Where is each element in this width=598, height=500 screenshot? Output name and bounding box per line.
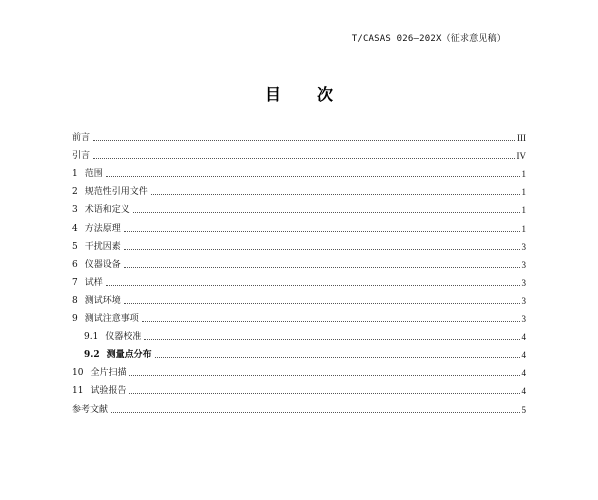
toc-dot-leader (124, 302, 520, 304)
toc-entry-number: 9 (72, 314, 78, 325)
toc-entry-label (72, 404, 109, 416)
toc-entry[interactable] (72, 271, 526, 289)
toc-entry-page-number: 1 (521, 205, 526, 216)
toc-entry-text: 参考文献 (72, 404, 109, 415)
toc-entry[interactable] (72, 397, 526, 415)
toc-entry-label (72, 168, 104, 180)
toc-entry[interactable] (72, 162, 526, 180)
toc-entry-number: 9.1 (84, 332, 99, 343)
toc-entry-number: 7 (72, 277, 78, 288)
toc-entry-page-number: 4 (521, 386, 526, 397)
toc-entry-page-number: 3 (521, 259, 526, 270)
toc-entry[interactable] (72, 180, 526, 198)
toc-entry[interactable] (72, 289, 526, 307)
toc-entry-number: 8 (72, 295, 78, 306)
toc-entry-number: 2 (72, 187, 78, 198)
toc-entry-page-number: 3 (521, 241, 526, 252)
toc-entry-page-number: 3 (521, 295, 526, 306)
toc-entry-text: 全片扫描 (90, 368, 127, 379)
toc-entry-text: 前言 (72, 133, 91, 144)
toc-entry-number: 1 (72, 169, 78, 180)
toc-entry-page-number: 3 (521, 314, 526, 325)
toc-dot-leader (155, 356, 520, 358)
toc-entry[interactable] (72, 307, 526, 325)
toc-entry[interactable] (72, 126, 526, 144)
toc-dot-leader (106, 175, 520, 177)
toc-entry-page-number: 5 (521, 404, 526, 415)
toc-entry-text: 干扰因素 (84, 241, 121, 252)
toc-entry-text: 术语和定义 (84, 205, 130, 216)
toc-entry-text: 仪器设备 (84, 259, 121, 270)
toc-entry-label (72, 241, 122, 253)
toc-entry[interactable] (72, 198, 526, 216)
toc-entry-text: 引言 (72, 151, 91, 162)
toc-entry-text: 范围 (84, 169, 103, 180)
toc-dot-leader (144, 338, 519, 340)
document-header-id: T/CASAS 026—202X（征求意见稿） (351, 34, 506, 44)
toc-entry-text: 规范性引用文件 (84, 187, 148, 198)
toc-entry[interactable] (72, 361, 526, 379)
toc-entry-label (72, 132, 91, 144)
toc-entry-text: 测试环境 (84, 295, 121, 306)
toc-entry-label (72, 223, 122, 235)
toc-entry-text: 方法原理 (84, 223, 121, 234)
toc-dot-leader (93, 139, 515, 141)
toc-entry-number: 9.2 (84, 350, 100, 361)
toc-entry-label (72, 186, 149, 198)
toc-entry-page-number: IV (516, 151, 526, 162)
toc-entry-page-number: 1 (521, 169, 526, 180)
toc-entry-page-number: 3 (521, 277, 526, 288)
toc-entry-number: 5 (72, 241, 78, 252)
toc-dot-leader (151, 193, 520, 195)
toc-dot-leader (93, 157, 514, 159)
toc-entry[interactable] (72, 253, 526, 271)
toc-dot-leader (124, 230, 520, 232)
toc-entry-text: 试样 (84, 277, 103, 288)
toc-entry-label (84, 331, 142, 343)
toc-dot-leader (106, 284, 520, 286)
toc-entry-page-number: 1 (521, 187, 526, 198)
toc-entry-number: 4 (72, 223, 78, 234)
toc-entry-label (72, 295, 122, 307)
toc-entry-text: 测试注意事项 (84, 314, 139, 325)
toc-entry[interactable] (72, 144, 526, 162)
toc-dot-leader (111, 411, 519, 413)
toc-entry-page-number: 4 (521, 350, 526, 361)
toc-entry-text: 测量点分布 (106, 350, 152, 361)
toc-entry-label (72, 313, 140, 325)
toc-entry-label (72, 150, 91, 162)
page-title: 目次 (264, 85, 369, 104)
toc-entry-label (84, 349, 153, 361)
toc-entry-number: 10 (72, 368, 84, 379)
table-of-contents (72, 126, 526, 416)
toc-entry[interactable] (72, 343, 526, 361)
toc-entry-label (72, 259, 122, 271)
toc-entry-page-number: 4 (521, 332, 526, 343)
toc-entry-number: 3 (72, 205, 78, 216)
toc-entry[interactable] (72, 325, 526, 343)
toc-entry-page-number: 1 (521, 223, 526, 234)
toc-entry-label (72, 385, 127, 397)
toc-dot-leader (129, 374, 519, 376)
toc-entry-label (72, 367, 127, 379)
toc-dot-leader (142, 320, 520, 322)
toc-entry[interactable] (72, 216, 526, 234)
toc-entry-label (72, 204, 131, 216)
toc-dot-leader (129, 392, 519, 394)
toc-entry-number: 6 (72, 259, 78, 270)
toc-dot-leader (124, 266, 520, 268)
toc-entry[interactable] (72, 235, 526, 253)
toc-entry-number: 11 (72, 386, 84, 397)
toc-entry-text: 试验报告 (90, 386, 127, 397)
toc-entry[interactable] (72, 379, 526, 397)
toc-entry-text: 仪器校准 (105, 332, 142, 343)
toc-entry-page-number: 4 (521, 368, 526, 379)
toc-entry-page-number: III (517, 133, 526, 144)
toc-dot-leader (133, 211, 520, 213)
toc-entry-label (72, 277, 104, 289)
toc-dot-leader (124, 248, 520, 250)
